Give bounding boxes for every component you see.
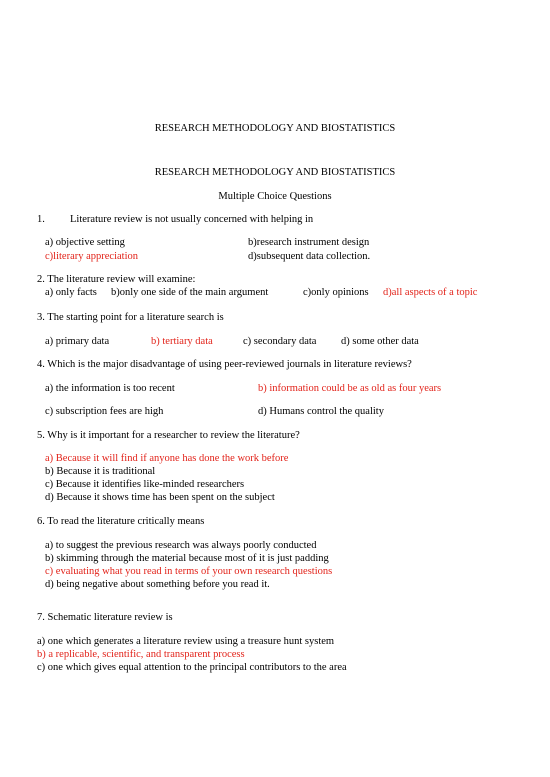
document-subtitle: Multiple Choice Questions: [218, 191, 332, 202]
q1-question: Literature review is not usually concerned with helping in: [70, 214, 314, 225]
header-title: RESEARCH METHODOLOGY AND BIOSTATISTICS: [154, 123, 396, 134]
q3-option-b-answer: b) tertiary data: [151, 336, 213, 347]
q5-option-d: d) Because it shows time has been spent on the subject: [45, 492, 275, 503]
q3-option-a: a) primary data: [45, 336, 110, 347]
q7-option-a: a) one which generates a literature review using a treasure hunt system: [37, 636, 335, 647]
q3-option-d: d) some other data: [341, 336, 419, 347]
q1-number: 1.: [37, 214, 45, 225]
q2-option-a: a) only facts: [45, 287, 97, 298]
q7-question: 7. Schematic literature review is: [37, 612, 173, 623]
q5-option-b: b) Because it is traditional: [45, 466, 156, 477]
q2-option-d-answer: d)all aspects of a topic: [383, 287, 478, 298]
q2-option-c: c)only opinions: [303, 287, 369, 298]
q1-option-b: b)research instrument design: [248, 237, 370, 248]
q6-option-a: a) to suggest the previous research was always poorly conducted: [45, 540, 317, 551]
q3-question: 3. The starting point for a literature search is: [37, 312, 224, 323]
q2-option-b: b)only one side of the main argument: [111, 287, 269, 298]
q4-option-a: a) the information is too recent: [45, 383, 175, 394]
q7-option-b-answer: b) a replicable, scientific, and transparent process: [37, 649, 245, 660]
q7-option-c: c) one which gives equal attention to the principal contributors to the area: [37, 662, 347, 673]
q1-option-c-answer: c)literary appreciation: [45, 251, 138, 262]
q1-option-a: a) objective setting: [45, 237, 125, 248]
q3-option-c: c) secondary data: [243, 336, 317, 347]
q1-option-d: d)subsequent data collection.: [248, 251, 371, 262]
q4-option-d: d) Humans control the quality: [258, 406, 384, 417]
q6-option-b: b) skimming through the material because most of it is just padding: [45, 553, 329, 564]
q6-option-c-answer: c) evaluating what you read in terms of your own research questions: [45, 566, 333, 577]
q5-question: 5. Why is it important for a researcher to review the literature?: [37, 430, 300, 441]
q5-option-a-answer: a) Because it will find if anyone has done the work before: [45, 453, 289, 464]
q4-option-b-answer: b) information could be as old as four years: [258, 383, 442, 394]
q2-question: 2. The literature review will examine:: [37, 274, 196, 285]
q5-option-c: c) Because it identifies like-minded researchers: [45, 479, 245, 490]
q4-question: 4. Which is the major disadvantage of using peer-reviewed journals in literature reviews?: [37, 359, 412, 370]
document-title: RESEARCH METHODOLOGY AND BIOSTATISTICS: [154, 167, 396, 178]
q6-option-d: d) being negative about something before you read it.: [45, 579, 270, 590]
q4-option-c: c) subscription fees are high: [45, 406, 164, 417]
q6-question: 6. To read the literature critically means: [37, 516, 205, 527]
